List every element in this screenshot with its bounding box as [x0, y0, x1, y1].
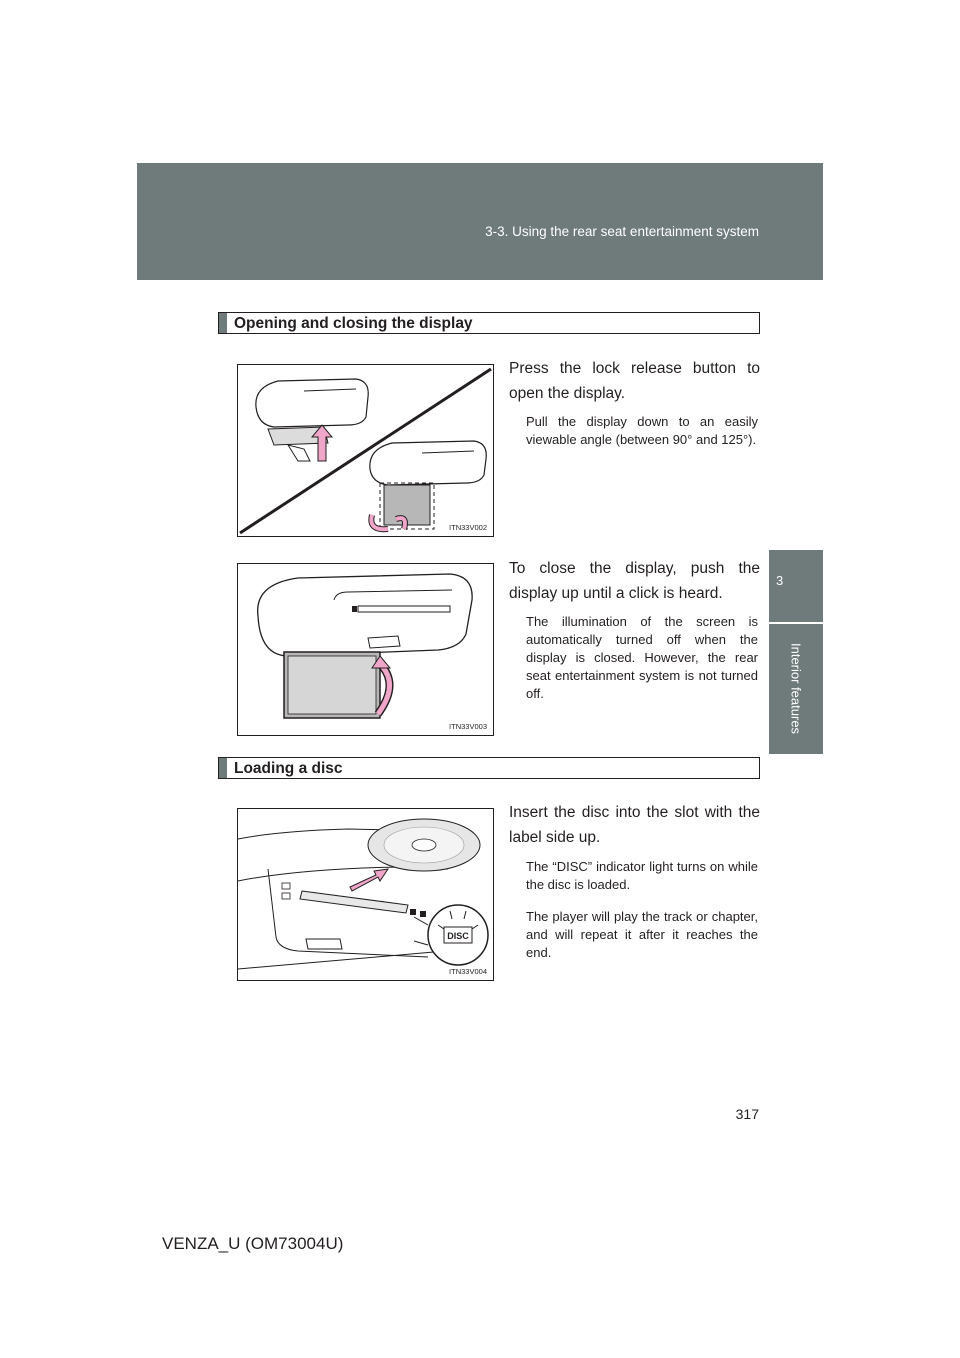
- illustration-open-display: [237, 364, 494, 537]
- instruction-open-display: Press the lock release button to open the display.: [509, 360, 760, 402]
- instruction-insert-disc: Insert the disc into the slot with the label side up.: [509, 804, 760, 846]
- chapter-section-title: 3-3. Using the rear seat entertainment system: [485, 224, 759, 239]
- chapter-label: Interior features: [788, 643, 804, 735]
- figure-code: ITN33V003: [449, 722, 487, 731]
- header-band: [137, 163, 823, 280]
- note-repeat-play: The player will play the track or chapter, and will repeat it after it reaches the end.: [526, 909, 758, 960]
- illustration-loading-disc: [237, 808, 494, 981]
- section-title: Loading a disc: [234, 760, 343, 777]
- figure-code: ITN33V004: [449, 967, 487, 976]
- instruction-close-display: To close the display, push the display up until a click is heard.: [509, 560, 760, 602]
- note-disc-indicator: The “DISC” indicator light turns on while the disc is loaded.: [526, 859, 758, 892]
- illustration-close-display: [237, 563, 494, 736]
- section-heading-opening-closing: [218, 312, 760, 334]
- page-number: 317: [735, 1106, 759, 1122]
- chapter-number: 3: [776, 573, 784, 588]
- figure-code: ITN33V002: [449, 523, 487, 532]
- section-heading-bar: [219, 313, 227, 333]
- section-heading-bar: [219, 758, 227, 778]
- section-title: Opening and closing the display: [234, 315, 473, 332]
- manual-code: VENZA_U (OM73004U): [162, 1234, 344, 1253]
- note-illumination: The illumination of the screen is automatically turned off when the display is closed. However, the rear seat entertainment system is not turned off.: [526, 614, 758, 701]
- disc-badge-label: DISC: [447, 931, 469, 941]
- section-heading-loading-disc: [218, 757, 760, 779]
- note-viewing-angle: Pull the display down to an easily viewable angle (between 90° and 125°).: [526, 414, 758, 447]
